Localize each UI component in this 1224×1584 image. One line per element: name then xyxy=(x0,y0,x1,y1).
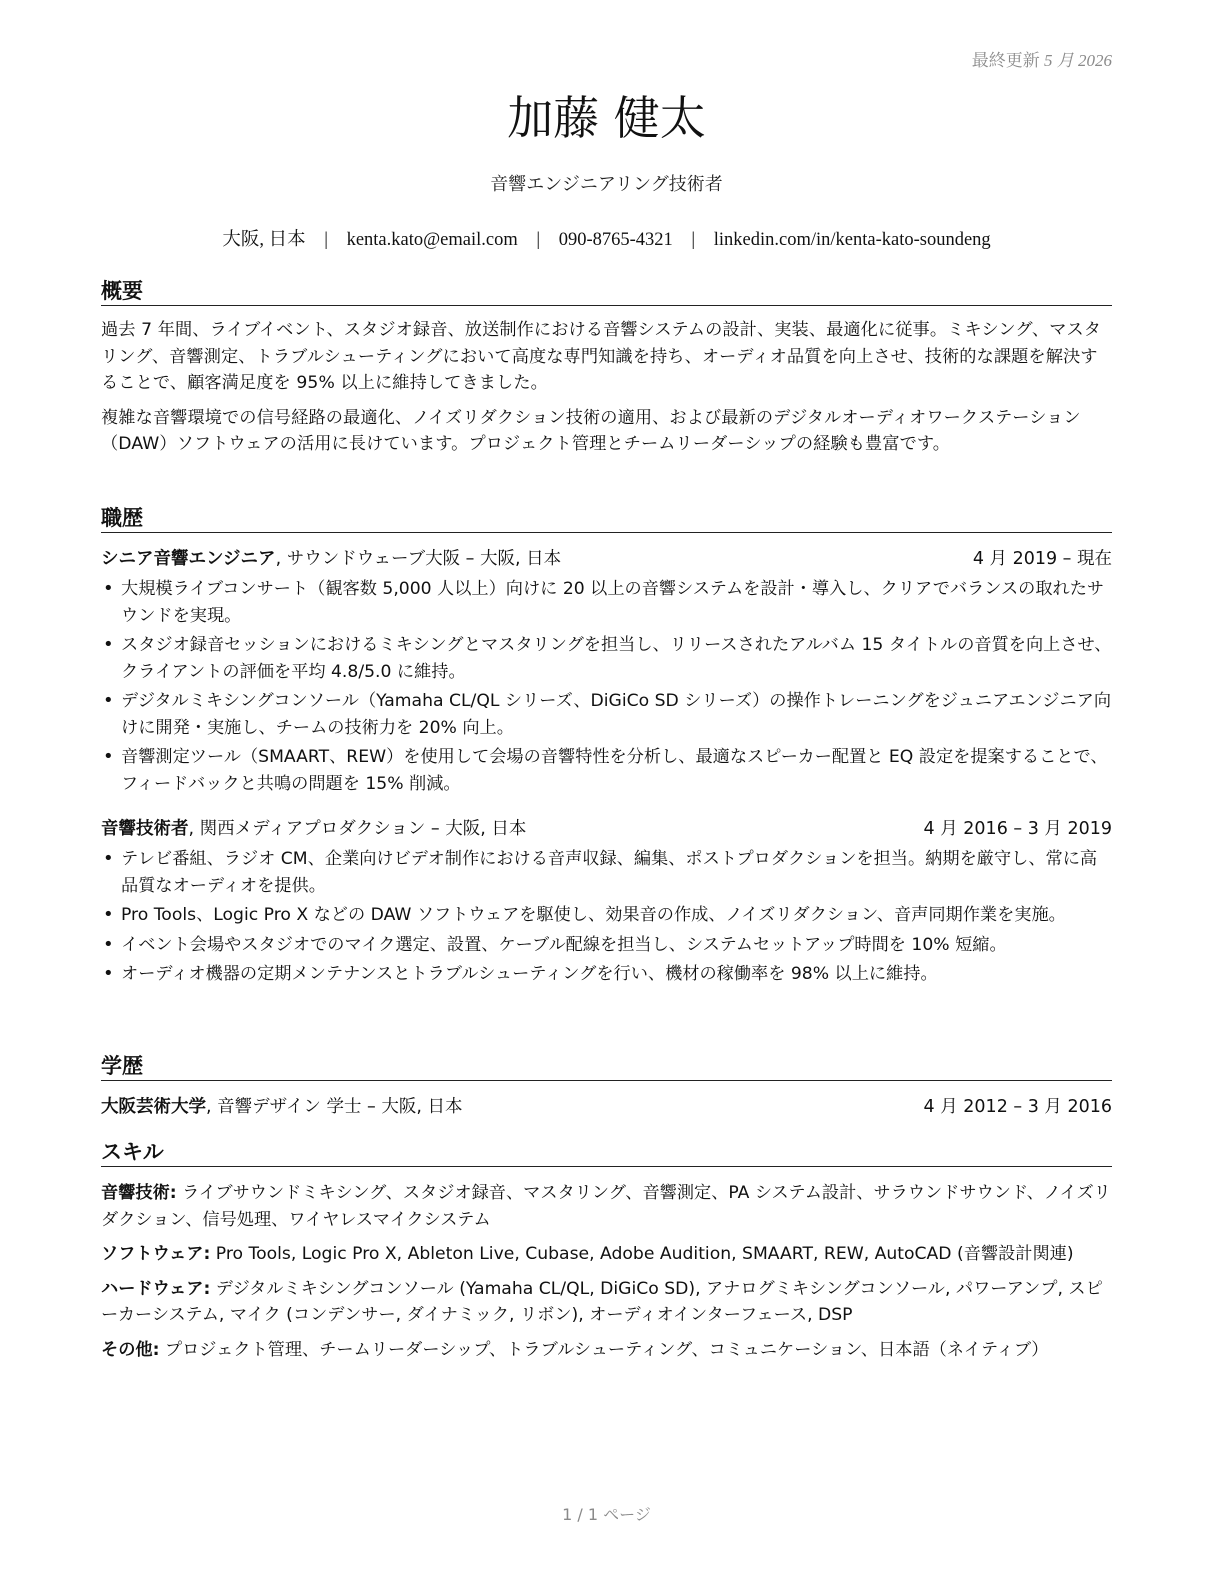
education-entry xyxy=(101,1094,1112,1120)
job-entry xyxy=(101,546,1112,797)
contact-email[interactable]: kenta.kato@email.com xyxy=(346,230,518,250)
last-updated-label: 最終更新 xyxy=(971,51,1040,70)
skill-value: プロジェクト管理、チームリーダーシップ、トラブルシューティング、コミュニケーション、日本語（ネイティブ） xyxy=(159,1339,1049,1360)
education-title: 学歴 xyxy=(101,1053,1112,1081)
skills-section xyxy=(101,1139,1112,1363)
contact-location: 大阪, 日本 xyxy=(222,230,306,250)
skill-row xyxy=(101,1180,1112,1233)
skills-title: スキル xyxy=(101,1139,1112,1167)
job-bullets xyxy=(101,846,1112,988)
job-header xyxy=(101,816,1112,842)
education-date: 4 月 2012 – 3 月 2016 xyxy=(923,1097,1112,1117)
summary-section xyxy=(101,278,1112,458)
contact-line xyxy=(101,225,1112,251)
job-entry xyxy=(101,816,1112,988)
page-indicator: 1 / 1 ページ xyxy=(562,1505,651,1524)
job-company: , サウンドウェーブ大阪 – 大阪, 日本 xyxy=(275,549,562,569)
contact-separator: | xyxy=(691,230,696,250)
resume-page xyxy=(101,0,1112,1584)
last-updated-date: 5 月 2026 xyxy=(1044,51,1112,70)
job-date: 4 月 2016 – 3 月 2019 xyxy=(923,819,1112,839)
job-bullet: • 大規模ライブコンサート（観客数 5,000 人以上）向けに 20 以上の音響システムを設計・導入し、クリアでバランスの取れたサウンドを実現。 xyxy=(101,576,1112,629)
job-bullet: • スタジオ録音セッションにおけるミキシングとマスタリングを担当し、リリースされたアルバム 15 タイトルの音質を向上させ、クライアントの評価を平均 4.8/5.0 に維持。 xyxy=(101,632,1112,685)
skill-row xyxy=(101,1276,1112,1329)
skill-label: ハードウェア: xyxy=(101,1278,211,1299)
job-position: シニア音響エンジニア xyxy=(101,549,276,569)
skill-value: ライブサウンドミキシング、スタジオ録音、マスタリング、音響測定、PA システム設計、サラウンドサウンド、ノイズリダクション、信号処理、ワイヤレスマイクシステム xyxy=(101,1183,1111,1230)
summary-paragraph: 複雑な音響環境での信号経路の最適化、ノイズリダクション技術の適用、および最新のデジタルオーディオワークステーション（DAW）ソフトウェアの活用に長けています。プロジェクト管理とチームリーダーシップの経験も豊富です。 xyxy=(101,407,1081,454)
skill-value: デジタルミキシングコンソール (Yamaha CL/QL, DiGiCo SD), アナログミキシングコンソール, パワーアンプ, スピーカーシステム, マイク (コンデンサー, ダイナミック, リボン), オーディオインターフェース, DSP xyxy=(101,1278,1103,1325)
skill-label: ソフトウェア: xyxy=(101,1244,211,1264)
job-header xyxy=(101,546,1112,572)
job-position: 音響技術者 xyxy=(101,819,189,839)
skill-row xyxy=(101,1241,1112,1268)
skill-label: 音響技術: xyxy=(101,1183,177,1203)
job-bullet: • Pro Tools、Logic Pro X などの DAW ソフトウェアを駆使し、効果音の作成、ノイズリダクション、音声同期作業を実施。 xyxy=(101,902,1112,929)
candidate-role: 音響エンジニアリング技術者 xyxy=(490,174,723,195)
skill-value: Pro Tools, Logic Pro X, Ableton Live, Cubase, Adobe Audition, SMAART, REW, AutoCAD (音響設計関連) xyxy=(210,1244,1074,1264)
skill-label: その他: xyxy=(101,1339,160,1360)
job-date: 4 月 2019 – 現在 xyxy=(972,549,1112,569)
education-school: 大阪芸術大学 xyxy=(101,1097,206,1117)
last-updated xyxy=(972,46,1112,71)
experience-section xyxy=(101,505,1112,991)
job-bullets xyxy=(101,576,1112,797)
summary-title: 概要 xyxy=(101,278,1112,306)
education-detail: , 音響デザイン 学士 – 大阪, 日本 xyxy=(206,1097,463,1117)
job-bullet: • イベント会場やスタジオでのマイク選定、設置、ケーブル配線を担当し、システムセットアップ時間を 10% 短縮。 xyxy=(101,932,1112,959)
education-section xyxy=(101,1053,1112,1120)
job-company: , 関西メディアプロダクション – 大阪, 日本 xyxy=(188,819,527,839)
job-bullet: • 音響測定ツール（SMAART、REW）を使用して会場の音響特性を分析し、最適なスピーカー配置と EQ 設定を提案することで、フィードバックと共鳴の問題を 15% 削減。 xyxy=(101,744,1112,797)
contact-separator: | xyxy=(536,230,541,250)
experience-title: 職歴 xyxy=(101,505,1112,533)
skill-row xyxy=(101,1337,1112,1364)
job-bullet: • オーディオ機器の定期メンテナンスとトラブルシューティングを行い、機材の稼働率を 98% 以上に維持。 xyxy=(101,961,1112,988)
candidate-name: 加藤 健太 xyxy=(507,91,706,145)
contact-linkedin[interactable]: linkedin.com/in/kenta-kato-soundeng xyxy=(713,230,991,250)
summary-paragraph: 過去 7 年間、ライブイベント、スタジオ録音、放送制作における音響システムの設計、実装、最適化に従事。ミキシング、マスタリング、音響測定、トラブルシューティングにおいて高度な専門知識を持ち、オーディオ品質を向上させ、技術的な課題を解決することで、顧客満足度を 95% 以上に維持してきました。 xyxy=(101,320,1102,393)
contact-phone: 090-8765-4321 xyxy=(558,230,673,250)
contact-separator: | xyxy=(324,230,328,250)
job-bullet: • テレビ番組、ラジオ CM、企業向けビデオ制作における音声収録、編集、ポストプロダクションを担当。納期を厳守し、常に高品質なオーディオを提供。 xyxy=(101,846,1112,899)
job-bullet: • デジタルミキシングコンソール（Yamaha CL/QL シリーズ、DiGiCo SD シリーズ）の操作トレーニングをジュニアエンジニア向けに開発・実施し、チームの技術力を 20% 向上。 xyxy=(101,688,1112,741)
